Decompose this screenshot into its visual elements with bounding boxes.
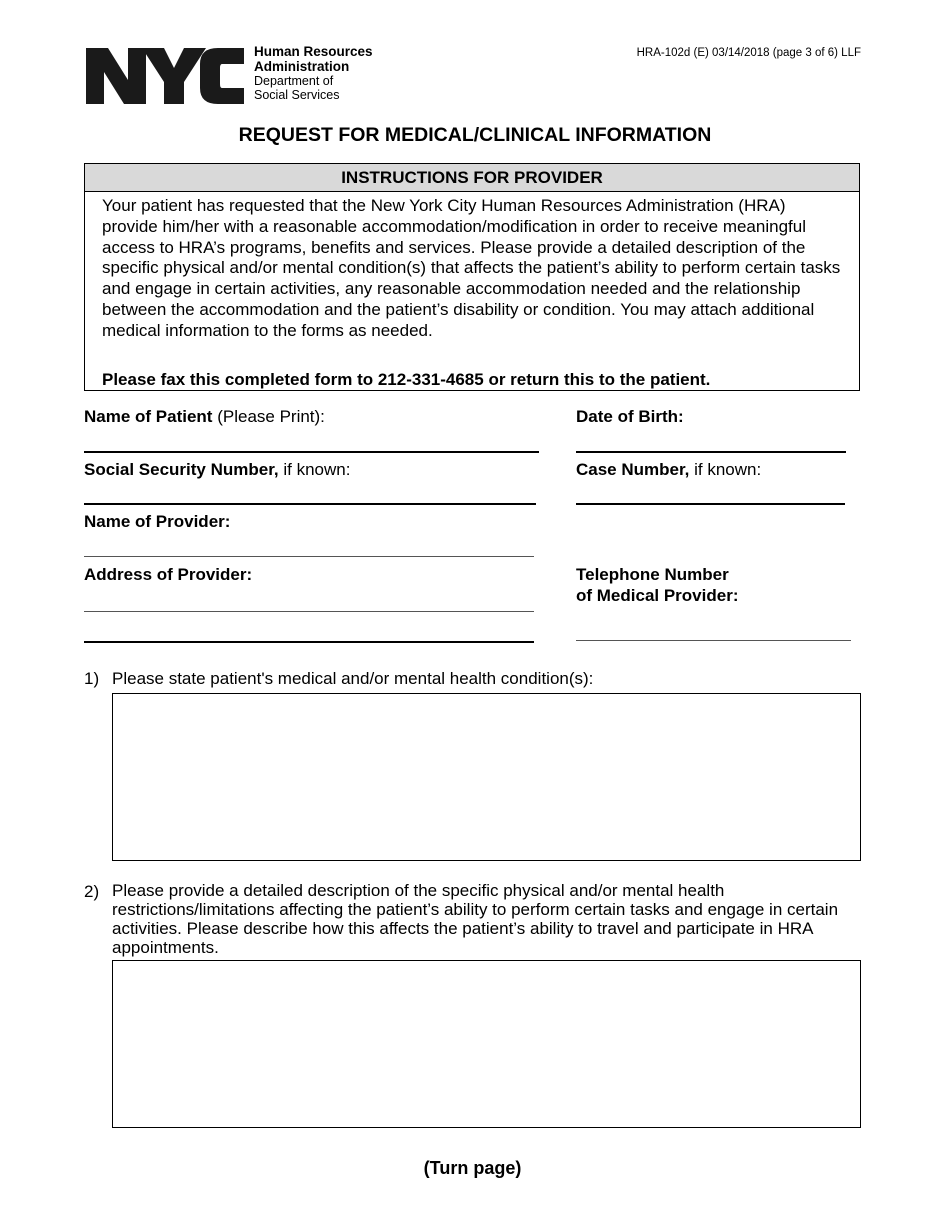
dob-label: Date of Birth:: [576, 407, 684, 426]
instructions-body: Your patient has requested that the New York City Human Resources Administration (HRA) provide him/her with a reasonable accommodation/modification in order to receive meaningful access to HRA’s programs, benefits and services. Please provide a detailed description of the specific physical and/or mental condition(s) that affects the patient’s ability to perform certain tasks and engage in certain activities, any reasonable accommodation needed and the relationship between the accommodation and the patient’s disability or condition. You may attach additional medical information to the forms as needed.: [102, 196, 841, 340]
provider-address-label: Address of Provider:: [84, 565, 253, 584]
ssn-label: Social Security Number, if known:: [84, 460, 351, 479]
dept-line1: Department of: [254, 74, 334, 88]
provider-address-field-1[interactable]: [84, 611, 534, 612]
question-2-text: Please provide a detailed description of the specific physical and/or mental health restrictions/limitations affecting the patient’s ability to perform certain tasks and engage in certain activities. Please describe how this affects the patient’s ability to travel and participate in HRA appointments.: [112, 881, 839, 957]
fax-note: Please fax this completed form to 212-331-4685 or return this to the patient.: [102, 370, 711, 389]
agency-name: [254, 44, 373, 102]
question-2-number: 2): [84, 882, 100, 901]
question-1-text: Please state patient's medical and/or mental health condition(s):: [112, 669, 594, 688]
form-id: HRA-102d (E) 03/14/2018 (page 3 of 6) LLF: [636, 47, 861, 59]
page-title: REQUEST FOR MEDICAL/CLINICAL INFORMATION: [238, 124, 712, 146]
nyc-logo-icon: [84, 46, 249, 106]
dob-field[interactable]: [576, 451, 846, 453]
agency-line2: Administration: [254, 59, 350, 74]
provider-name-field[interactable]: [84, 556, 534, 557]
case-number-label: Case Number, if known:: [576, 460, 762, 479]
instructions-box: [84, 163, 860, 391]
case-number-field[interactable]: [576, 503, 845, 505]
question-1-answer-box[interactable]: [112, 693, 861, 861]
hra-logo: [84, 44, 404, 106]
patient-name-field[interactable]: [84, 451, 539, 453]
question-1-number: 1): [84, 669, 100, 688]
turn-page-note: (Turn page): [423, 1158, 522, 1178]
question-2-answer-box[interactable]: [112, 960, 861, 1128]
ssn-field[interactable]: [84, 503, 536, 505]
patient-name-label: Name of Patient (Please Print):: [84, 407, 325, 426]
provider-name-label: Name of Provider:: [84, 512, 231, 531]
phone-field[interactable]: [576, 640, 851, 641]
instructions-heading: INSTRUCTIONS FOR PROVIDER: [85, 164, 859, 192]
agency-line1: Human Resources: [254, 44, 373, 59]
phone-label: Telephone Number of Medical Provider:: [576, 565, 739, 605]
provider-address-field-2[interactable]: [84, 641, 534, 643]
dept-line2: Social Services: [254, 88, 340, 102]
